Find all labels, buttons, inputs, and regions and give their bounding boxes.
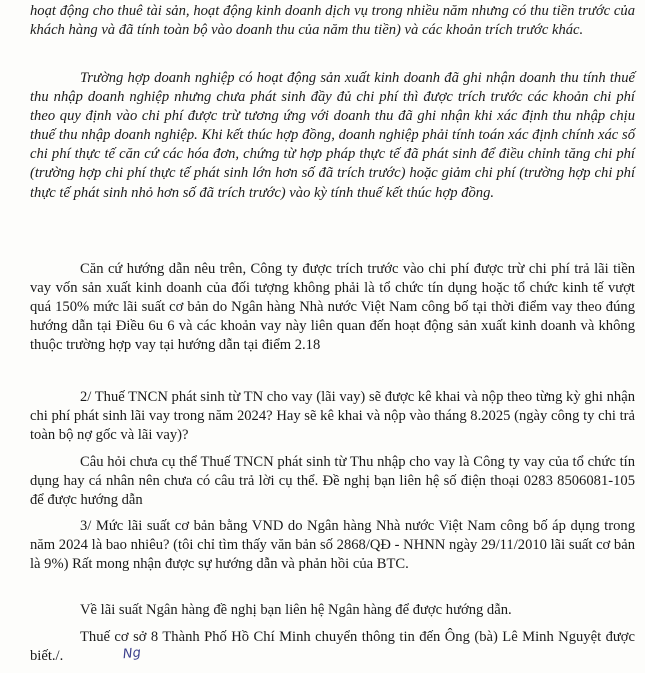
- paragraph-quoted-guidance: Trường hợp doanh nghiệp có hoạt động sản xuất kinh doanh đã ghi nhận doanh thu tính thuế thu nhập doanh nghiệp nhưng chưa phát sinh đầy đủ chi phí thì được trích trước các khoản chi phí theo quy định vào chi phí được trừ tương ứng với doanh thu đã ghi nhận khi xác định thu nhập chịu thuế thu nhập doanh nghiệp. Khi kết thúc hợp đồng, doanh nghiệp phải tính toán xác định chính xác số chi phí thực tế căn cứ các hóa đơn, chứng từ hợp pháp thực tế đã phát sinh để điều chỉnh tăng chi phí (trường hợp chi phí thực tế phát sinh lớn hơn số đã trích trước) hoặc giảm chi phí (trường hợp chi phí thực tế phát sinh nhỏ hơn số đã trích trước) vào kỳ tính thuế kết thúc hợp đồng.: [30, 70, 635, 201]
- paragraph-answer-3: Về lãi suất Ngân hàng đề nghị bạn liên hệ Ngân hàng để được hướng dẫn.: [80, 602, 512, 618]
- paragraph-closing: [30, 628, 635, 666]
- paragraph-question-2: 2/ Thuế TNCN phát sinh từ TN cho vay (lãi vay) sẽ được kê khai và nộp theo từng kỳ ghi nhận chi phí phát sinh lãi vay trong năm 2024? Hay sẽ kê khai và nộp vào tháng 8.2025 (ngày công ty chi trả toàn bộ nợ gốc và lãi vay)?: [30, 389, 635, 444]
- paragraph-answer-2: Câu hỏi chưa cụ thể Thuế TNCN phát sinh từ Thu nhập cho vay là Công ty vay của tổ chức tín dụng hay cá nhân nên chưa có câu trả lời cụ thể. Đề nghị bạn liên hệ số điện thoại 0283 8506081-105 để được hướng dẫn: [30, 454, 635, 509]
- paragraph-continuation: hoạt động cho thuê tài sản, hoạt động kinh doanh dịch vụ trong nhiều năm nhưng có thu tiền trước của khách hàng và đã tính toàn bộ vào doanh thu của năm thu tiền) và các khoản trích trước khác.: [30, 3, 635, 39]
- paragraph-question-3: 3/ Mức lãi suất cơ bản bằng VND do Ngân hàng Nhà nước Việt Nam công bố áp dụng trong năm 2024 là bao nhiêu? (tôi chỉ tìm thấy văn bản số 2868/QĐ - NHNN ngày 29/11/2010 lãi suất cơ bản là 9%) Rất mong nhận được sự hướng dẫn và phản hồi của BTC.: [30, 518, 635, 573]
- handwritten-initials: Ng: [122, 645, 142, 663]
- paragraph-conclusion-1: Căn cứ hướng dẫn nêu trên, Công ty được trích trước vào chi phí được trừ chi phí trả lãi tiền vay vốn sản xuất kinh doanh của đối tượng không phải là tổ chức tín dụng hoặc tổ chức kinh tế vượt quá 150% mức lãi suất cơ bản do Ngân hàng Nhà nước Việt Nam công bố tại thời điểm vay theo đúng hướng dẫn tại Điều 6u 6 và các khoản vay này liên quan đến hoạt động sản xuất kinh doanh và không thuộc trường hợp vay tại hướng dẫn tại điểm 2.18: [30, 261, 635, 354]
- closing-text: Thuế cơ sở 8 Thành Phố Hồ Chí Minh chuyển thông tin đến Ông (bà) Lê Minh Nguyệt được biết./.: [30, 629, 635, 665]
